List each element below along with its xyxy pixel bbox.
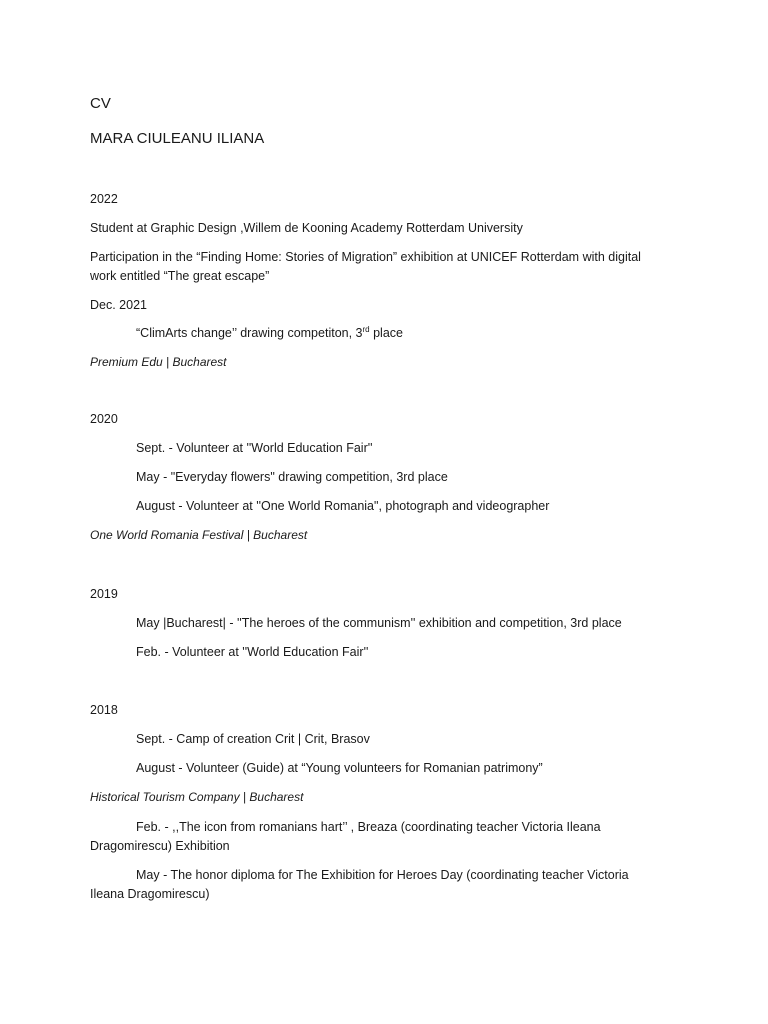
entry-unicef-line2: work entitled “The great escape” [90,269,270,283]
climarts-ordinal: rd [362,324,370,334]
year-heading-2019: 2019 [90,587,118,601]
venue-one-world: One World Romania Festival | Bucharest [90,528,308,542]
entry-2019-2: Feb. - Volunteer at ''World Education Fair'' [136,645,369,659]
climarts-place: place [369,326,403,340]
entry-2020-1: Sept. - Volunteer at ''World Education Fair'' [136,441,373,455]
entry-unicef-line1: Participation in the “Finding Home: Stories of Migration” exhibition at UNICEF Rotterdam with digital [90,250,641,264]
entry-2018-3-line1: Feb. - ,,The icon from romanians hart’’ , Breaza (coordinating teacher Victoria Ileana [136,820,601,834]
year-heading-2020: 2020 [90,412,118,426]
entry-climarts [136,324,403,343]
entry-2018-4-line2: Ileana Dragomirescu) [90,887,210,901]
entry-2018-2: August - Volunteer (Guide) at “Young volunteers for Romanian patrimony” [136,761,543,775]
entry-2019-1: May |Bucharest| - ''The heroes of the communism'' exhibition and competition, 3rd place [136,616,622,630]
entry-2018-4-line1: May - The honor diploma for The Exhibition for Heroes Day (coordinating teacher Victoria [136,868,629,882]
climarts-text: “ClimArts change’’ drawing competiton, 3 [136,326,363,340]
entry-2020-3: August - Volunteer at ''One World Romania", photograph and videographer [136,499,550,513]
doc-title: CV [90,95,111,112]
entry-2020-2: May - "Everyday flowers" drawing competition, 3rd place [136,470,448,484]
date-dec-2021: Dec. 2021 [90,298,147,312]
venue-historical-tourism: Historical Tourism Company | Bucharest [90,790,304,804]
entry-2018-3-line2: Dragomirescu) Exhibition [90,839,230,853]
entry-2018-1: Sept. - Camp of creation Crit | Crit, Brasov [136,732,370,746]
year-heading-2022: 2022 [90,192,118,206]
entry-student: Student at Graphic Design ,Willem de Kooning Academy Rotterdam University [90,221,523,235]
venue-premium-edu: Premium Edu | Bucharest [90,355,227,369]
year-heading-2018: 2018 [90,703,118,717]
person-name: MARA CIULEANU ILIANA [90,130,265,147]
